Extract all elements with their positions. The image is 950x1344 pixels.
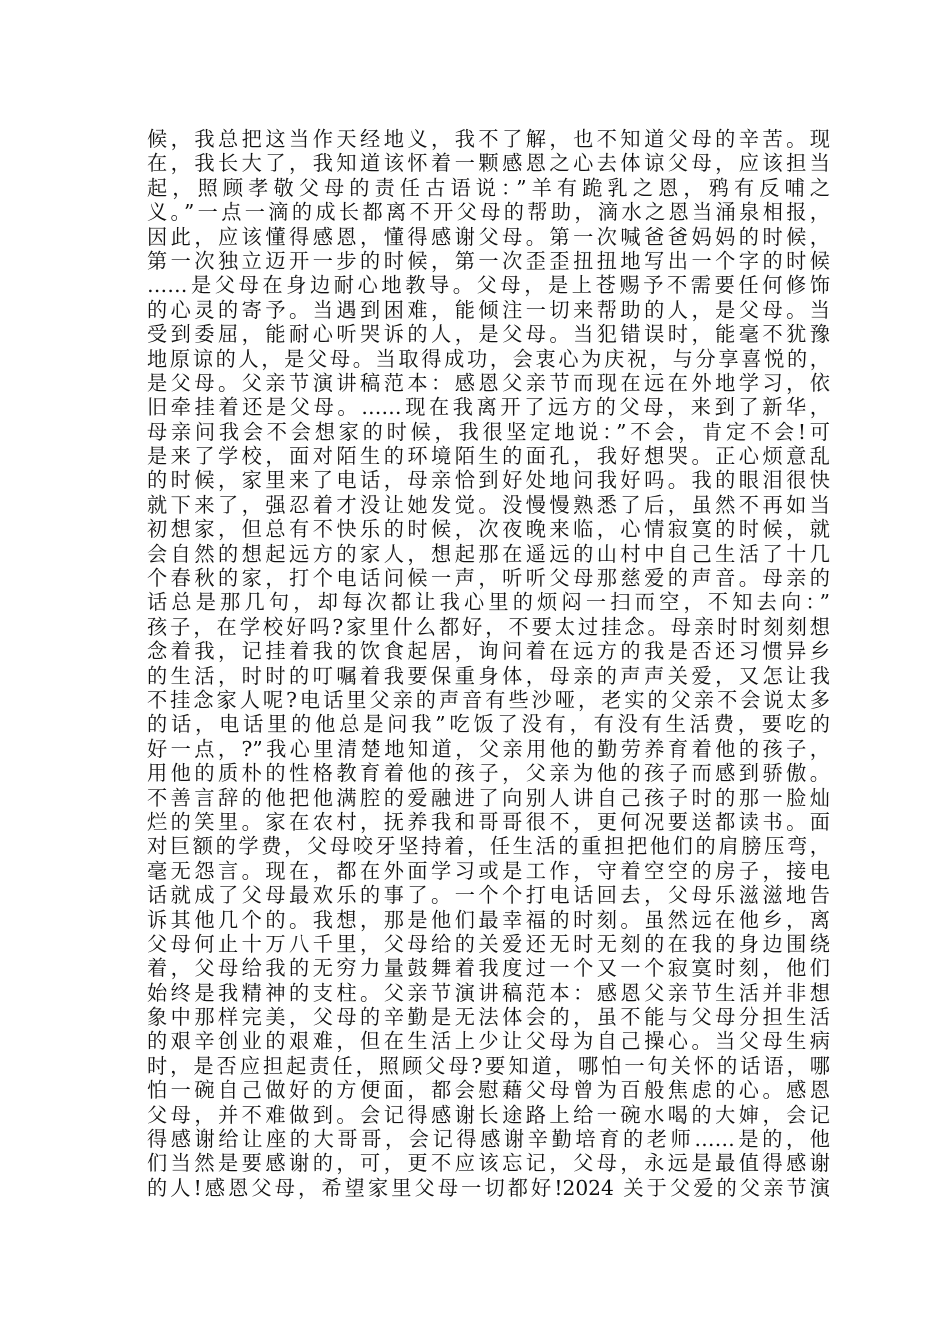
text-line: 是父母。父亲节演讲稿范本：感恩父亲节而现在远在外地学习，依 bbox=[147, 370, 830, 395]
text-line: 旧牵挂着还是父母。……现在我离开了远方的父母，来到了新华， bbox=[147, 395, 830, 420]
text-line: 个春秋的家，打个电话问候一声，听听父母那慈爱的声音。母亲的 bbox=[147, 566, 830, 591]
text-line: 的时候，家里来了电话，母亲恰到好处地问我好吗。我的眼泪很快 bbox=[147, 468, 830, 493]
text-line: 的艰辛创业的艰难，但在生活上少让父母为自己操心。当父母生病 bbox=[147, 1029, 830, 1054]
text-line: 时，是否应担起责任，照顾父母?要知道，哪怕一句关怀的话语，哪 bbox=[147, 1053, 830, 1078]
text-line: 得感谢给让座的大哥哥，会记得感谢辛勤培育的老师……是的，他 bbox=[147, 1127, 830, 1152]
document-body bbox=[147, 127, 830, 1200]
text-line: 父母何止十万八千里，父母给的关爱还无时无刻的在我的身边围绕 bbox=[147, 931, 830, 956]
text-line: 不挂念家人呢?电话里父亲的声音有些沙哑，老实的父亲不会说太多 bbox=[147, 687, 830, 712]
text-line: 孩子，在学校好吗?家里什么都好，不要太过挂念。母亲时时刻刻想 bbox=[147, 614, 830, 639]
text-line: 烂的笑里。家在农村，抚养我和哥哥很不，更何况要送都读书。面 bbox=[147, 809, 830, 834]
text-line: 父母，并不难做到。会记得感谢长途路上给一碗水喝的大婶，会记 bbox=[147, 1102, 830, 1127]
text-line: 话就成了父母最欢乐的事了。一个个打电话回去，父母乐滋滋地告 bbox=[147, 883, 830, 908]
text-line: 好一点，?”我心里清楚地知道，父亲用他的勤劳养育着他的孩子， bbox=[147, 736, 830, 761]
text-line: 话总是那几句，却每次都让我心里的烦闷一扫而空，不知去向：” bbox=[147, 590, 830, 615]
text-line: 的心灵的寄予。当遇到困难，能倾注一切来帮助的人，是父母。当 bbox=[147, 297, 830, 322]
text-line: 的话，电话里的他总是问我”吃饭了没有，有没有生活费，要吃的 bbox=[147, 712, 830, 737]
text-line: 们当然是要感谢的，可，更不应该忘记，父母，永远是最值得感谢 bbox=[147, 1151, 830, 1176]
text-line: 始终是我精神的支柱。父亲节演讲稿范本：感恩父亲节生活并非想 bbox=[147, 980, 830, 1005]
text-line: 初想家，但总有不快乐的时候，次夜晚来临，心情寂寞的时候，就 bbox=[147, 517, 830, 542]
text-line: 念着我，记挂着我的饮食起居，询问着在远方的我是否还习惯异乡 bbox=[147, 639, 830, 664]
text-line: 义。”一点一滴的成长都离不开父母的帮助，滴水之恩当涌泉相报， bbox=[147, 200, 830, 225]
text-line: 对巨额的学费，父母咬牙坚持着，任生活的重担把他们的肩膀压弯， bbox=[147, 834, 830, 859]
text-line: 起，照顾孝敬父母的责任古语说：”羊有跪乳之恩，鸦有反哺之 bbox=[147, 175, 830, 200]
text-line: 着，父母给我的无穷力量鼓舞着我度过一个又一个寂寞时刻，他们 bbox=[147, 956, 830, 981]
text-line: 是来了学校，面对陌生的环境陌生的面孔，我好想哭。正心烦意乱 bbox=[147, 444, 830, 469]
text-line: 地原谅的人，是父母。当取得成功，会衷心为庆祝，与分享喜悦的， bbox=[147, 346, 830, 371]
text-line: 受到委屈，能耐心听哭诉的人，是父母。当犯错误时，能毫不犹豫 bbox=[147, 322, 830, 347]
text-line: 第一次独立迈开一步的时候，第一次歪歪扭扭地写出一个字的时候 bbox=[147, 248, 830, 273]
text-line: 候，我总把这当作天经地义，我不了解，也不知道父母的辛苦。现 bbox=[147, 127, 830, 151]
text-line: ……是父母在身边耐心地教导。父母，是上苍赐予不需要任何修饰 bbox=[147, 273, 830, 298]
text-line: 会自然的想起远方的家人，想起那在遥远的山村中自己生活了十几 bbox=[147, 541, 830, 566]
text-line: 在，我长大了，我知道该怀着一颗感恩之心去体谅父母，应该担当 bbox=[147, 151, 830, 176]
text-line: 的生活，时时的叮嘱着我要保重身体，母亲的声声关爱，又怎让我 bbox=[147, 663, 830, 688]
text-line: 因此，应该懂得感恩，懂得感谢父母。第一次喊爸爸妈妈的时候， bbox=[147, 224, 830, 249]
text-line: 母亲问我会不会想家的时候，我很坚定地说：”不会，肯定不会!可 bbox=[147, 419, 830, 444]
text-line: 象中那样完美，父母的辛勤是无法体会的，虽不能与父母分担生活 bbox=[147, 1005, 830, 1030]
text-line: 怕一碗自己做好的方便面，都会慰藉父母曾为百般焦虑的心。感恩 bbox=[147, 1078, 830, 1103]
text-line: 不善言辞的他把他满腔的爱融进了向别人讲自己孩子时的那一脸灿 bbox=[147, 785, 830, 810]
text-line: 用他的质朴的性格教育着他的孩子，父亲为他的孩子而感到骄傲。 bbox=[147, 761, 830, 786]
text-line: 毫无怨言。现在，都在外面学习或是工作，守着空空的房子，接电 bbox=[147, 858, 830, 883]
text-line: 的人!感恩父母，希望家里父母一切都好!2024 关于父爱的父亲节演 bbox=[147, 1175, 830, 1200]
text-line: 诉其他几个的。我想，那是他们最幸福的时刻。虽然远在他乡，离 bbox=[147, 907, 830, 932]
text-line: 就下来了，强忍着才没让她发觉。没慢慢熟悉了后，虽然不再如当 bbox=[147, 492, 830, 517]
